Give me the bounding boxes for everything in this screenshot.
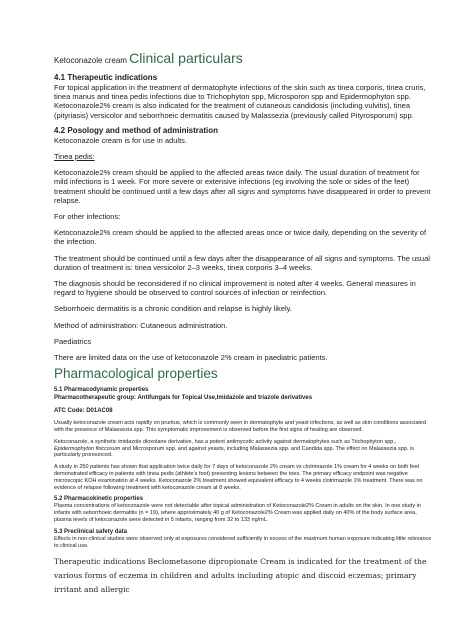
paragraph-5-1-activity: Ketoconazole, a synthetic imidazole dioxolane derivative, has a potent antimycotic activity against dermatophytes such as Trichophyton spp., Epidermophyton floccosum and Microsporum spp. and against yeasts, including Malassezia spp. and Candida spp. The effect on Malassezia spp. is particularly pronounced. bbox=[54, 438, 414, 459]
document-page bbox=[54, 52, 434, 597]
section-title-pharmacological: Pharmacological properties bbox=[54, 366, 218, 382]
paragraph-5-1-study: A study in 250 patients has shown that application twice daily for 7 days of ketoconazole 2% cream vs clotrimazole 1% cream for 4 weeks on both feet demonstrated efficacy in patients with tinea pedis (athlete's foot) presenting lesions between the toes. The primary efficacy endpoint was negative microscopic KOH examination at 4 weeks. Ketoconazole 2% treatment showed equivalent efficacy to 4 weeks clotrimazole 1% treatment. There was no evidence of relapse following treatment with ketoconazole cream at 8 weeks. bbox=[54, 464, 423, 491]
footer-beclometasone-text: Therapeutic indications Beclometasone dipropionate Cream is indicated for the treatment of the various forms of eczema in children and adults including atopic and discoid eczemas; primary irritant and allergic bbox=[54, 557, 427, 595]
paragraph-5-2: Plasma concentrations of ketoconazole were not detectable after topical administration of Ketoconazole2% Cream in adults on the skin. In one study in infants with seborrhoeic dermatitis (n = 19), where approximately 40 g of Ketoconazole2% Cream was applied daily on 40% of the body surface area, plasma levels of ketoconazole were detected in 5 infants, ranging from 32 to 133 ng/mL. bbox=[54, 503, 421, 524]
heading-5-3: 5.3 Preclinical safety data bbox=[54, 528, 128, 535]
paragraph-5-1-pruritus: Usually ketoconazole cream acts rapidly on pruritus, which is commonly seen in dermatophyte and yeast infections, as well as skin conditions associated with the presence of Malassezia spp. This symptomatic improvement is observed before the first signs of healing are observed. bbox=[54, 420, 427, 434]
paragraph-5-3: Effects in non-clinical studies were observed only at exposures considered sufficiently in excess of the maximum human exposure indicating little relevance to clinical use. bbox=[54, 535, 432, 549]
heading-4-2: 4.2 Posology and method of administration bbox=[54, 125, 219, 135]
paragraph-4-2-duration: The treatment should be continued until a few days after the disappearance of all signs and symptoms. The usual duration of treatment is: tinea versicolor 2–3 weeks, tinea corporis 3–4 weeks. bbox=[54, 253, 430, 272]
atc-code: ATC Code: D01AC08 bbox=[54, 408, 113, 415]
header-lead: Ketoconazole cream bbox=[54, 56, 127, 65]
pharmacotherapeutic-group: Pharmacotherapeutic group: Antifungals for Topical Use,Imidazole and triazole derivatives bbox=[54, 395, 313, 402]
paragraph-4-2-seborrhoeic: Seborrhoeic dermatitis is a chronic condition and relapse is highly likely. bbox=[54, 304, 292, 314]
paragraph-4-1: For topical application in the treatment of dermatophyte infections of the skin such as tinea corporis, tinea cruris, tinea manus and tinea pedis infections due to Trichophyton spp, Microsporon spp and Epidermophyton spp. Ketoconazole2% cream is also indicated for the treatment of cutaneous candidosis (including vulvitis), tinea (pityriasis) versicolor and seborrhoeic dermatitis caused by Malassezia (previously called Pityrosporum) spp. bbox=[54, 83, 426, 120]
paragraph-4-2-intro: Ketoconazole cream is for use in adults. bbox=[54, 135, 187, 145]
paragraph-4-2-tinea: Ketoconazole2% cream should be applied to the affected areas twice daily. The usual duration of treatment for mild infections is 1 week. For more severe or extensive infections (eg involving the sole or sides of the feet) treatment should be continued until a few days after all signs and symptoms have disappeared in order to prevent relapse. bbox=[54, 168, 431, 205]
heading-5-2: 5.2 Pharmacokinetic properties bbox=[54, 496, 144, 503]
heading-5-1: 5.1 Pharmacodynamic properties bbox=[54, 387, 149, 394]
label-tinea-pedis: Tinea pedis: bbox=[54, 152, 95, 162]
paragraph-4-2-diagnosis: The diagnosis should be reconsidered if no clinical improvement is noted after 4 weeks. General measures in regard to hygiene should be observed to control sources of infection or reinfection. bbox=[54, 279, 416, 298]
document-header bbox=[54, 52, 434, 67]
paragraph-4-2-limited-data: There are limited data on the use of ketoconazole 2% cream in paediatric patients. bbox=[54, 353, 328, 363]
paragraph-4-2-other: Ketoconazole2% cream should be applied to the affected areas once or twice daily, depending on the severity of the infection. bbox=[54, 228, 427, 247]
paragraph-4-2-paediatrics: Paediatrics bbox=[54, 336, 92, 346]
heading-4-1: 4.1 Therapeutic indications bbox=[54, 73, 158, 82]
section-title-clinical: Clinical particulars bbox=[129, 50, 243, 66]
label-other-infections: For other infections: bbox=[54, 212, 121, 222]
pharmacological-section bbox=[54, 382, 434, 549]
paragraph-4-2-method: Method of administration: Cutaneous administration. bbox=[54, 320, 228, 330]
